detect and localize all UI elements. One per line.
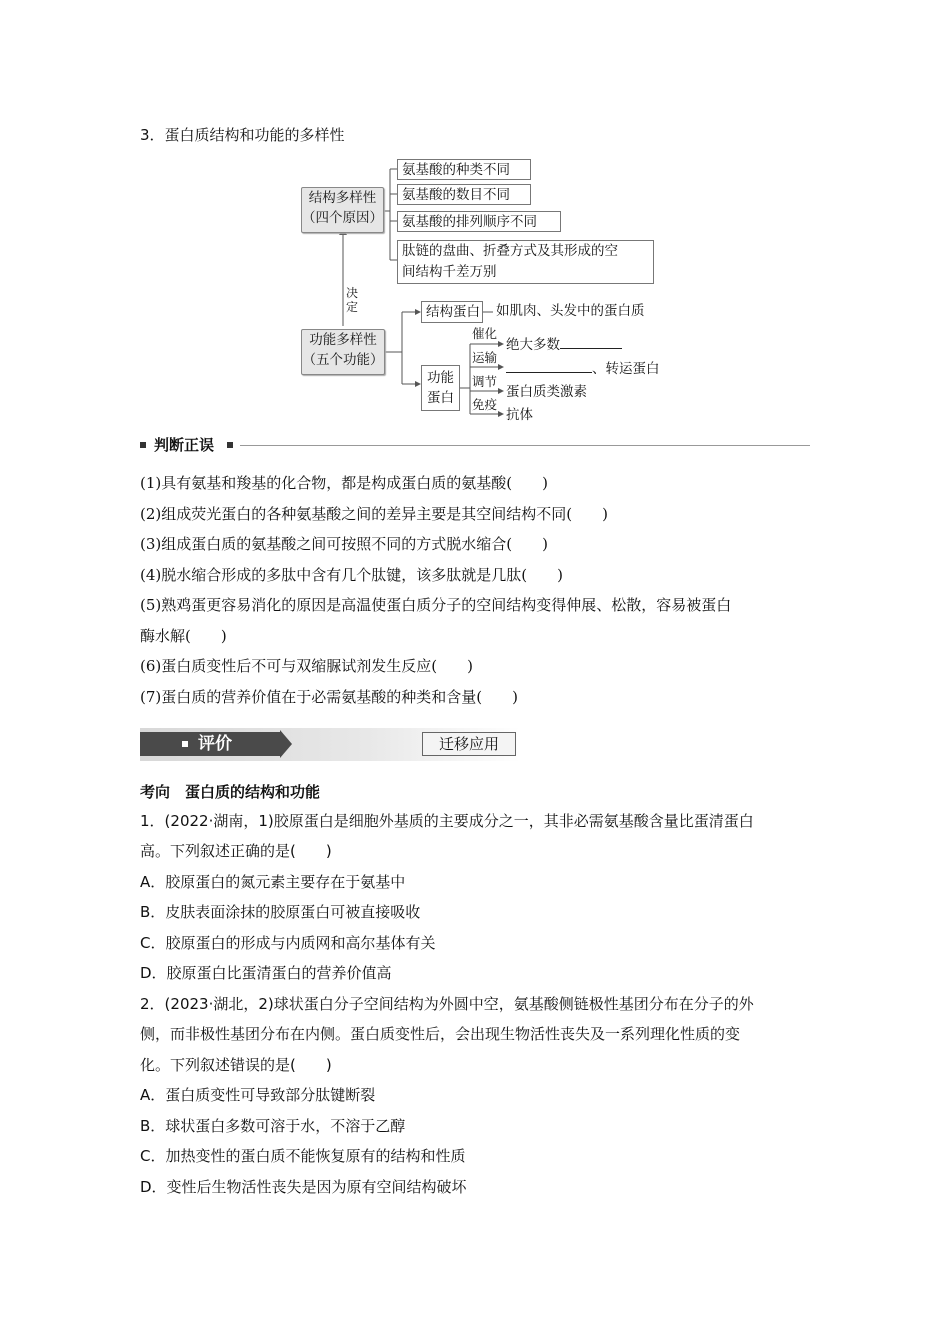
q1-option-c: C．胶原蛋白的形成与内质网和高尔基体有关	[140, 934, 436, 952]
function-text-transport-value: 、转运蛋白	[592, 361, 660, 377]
judge-item-7: (7)蛋白质的营养价值在于必需氨基酸的种类和含量( )	[140, 688, 518, 706]
decide-label: 决定	[346, 286, 359, 314]
judge-item-2: (2)组成荧光蛋白的各种氨基酸之间的差异主要是其空间结构不同( )	[140, 505, 608, 523]
structure-box-line2: （四个原因）	[302, 210, 383, 226]
square-bullet-icon	[227, 442, 233, 448]
structure-diversity-box	[301, 187, 384, 233]
function-box-line2: （五个功能）	[302, 352, 384, 368]
q1-option-b: B．皮肤表面涂抹的胶原蛋白可被直接吸收	[140, 903, 421, 921]
function-text-catalysis-value: 绝大多数	[506, 337, 560, 353]
judge-item-1: (1)具有氨基和羧基的化合物，都是构成蛋白质的氨基酸( )	[140, 474, 548, 492]
functional-protein-box	[421, 365, 460, 411]
function-text-immunity: 抗体	[506, 407, 533, 423]
function-box-line1: 功能多样性	[309, 332, 377, 348]
function-label-regulation: 调节	[472, 374, 498, 389]
structural-protein-box: 结构蛋白	[421, 301, 483, 323]
function-label-transport: 运输	[472, 350, 498, 365]
q2-stem-line3: 化。下列叙述错误的是( )	[140, 1056, 332, 1074]
function-label-catalysis: 催化	[472, 326, 498, 341]
evaluation-banner	[140, 728, 520, 761]
blank-catalysis	[560, 334, 622, 349]
function-diversity-box	[301, 329, 385, 375]
reason-2: 氨基酸的数目不同	[397, 184, 531, 205]
reason-4	[397, 240, 654, 284]
judge-item-6: (6)蛋白质变性后不可与双缩脲试剂发生反应( )	[140, 657, 473, 675]
functional-protein-line2: 蛋白	[427, 390, 454, 406]
judge-item-5-line2: 酶水解( )	[140, 627, 227, 645]
reason-3: 氨基酸的排列顺序不同	[397, 211, 561, 232]
q2-stem-line1: 2．(2023·湖北，2)球状蛋白分子空间结构为外圆中空，氨基酸侧链极性基团分布在分子的外	[140, 995, 754, 1013]
reason-1: 氨基酸的种类不同	[397, 159, 531, 180]
function-text-transport	[506, 358, 660, 379]
judge-item-4: (4)脱水缩合形成的多肽中含有几个肽键，该多肽就是几肽( )	[140, 566, 563, 584]
function-label-immunity: 免疫	[472, 397, 498, 412]
judge-header	[140, 437, 810, 455]
judge-item-3: (3)组成蛋白质的氨基酸之间可按照不同的方式脱水缩合( )	[140, 535, 548, 553]
q1-option-a: A．胶原蛋白的氮元素主要存在于氨基中	[140, 873, 406, 891]
banner-left-label: 评价	[198, 734, 232, 754]
function-text-regulation: 蛋白质类激素	[506, 384, 587, 400]
function-text-catalysis	[506, 334, 622, 355]
topic-title: 考向 蛋白质的结构和功能	[140, 783, 321, 801]
section-title: 3．蛋白质结构和功能的多样性	[140, 126, 345, 144]
q1-stem-line1: 1．(2022·湖南，1)胶原蛋白是细胞外基质的主要成分之一，其非必需氨基酸含量比蛋清蛋白	[140, 812, 754, 830]
q1-option-d: D．胶原蛋白比蛋清蛋白的营养价值高	[140, 964, 392, 982]
q2-option-d: D．变性后生物活性丧失是因为原有空间结构破坏	[140, 1178, 467, 1196]
blank-transport	[506, 358, 592, 373]
banner-right-label: 迁移应用	[422, 732, 516, 756]
q2-stem-line2: 侧，而非极性基团分布在内侧。蛋白质变性后，会出现生物活性丧失及一系列理化性质的变	[140, 1025, 741, 1043]
structural-protein-example: 如肌肉、头发中的蛋白质	[496, 303, 645, 319]
structure-box-line1: 结构多样性	[308, 190, 377, 206]
q2-option-a: A．蛋白质变性可导致部分肽键断裂	[140, 1086, 376, 1104]
functional-protein-line1: 功能	[427, 370, 454, 386]
q2-option-c: C．加热变性的蛋白质不能恢复原有的结构和性质	[140, 1147, 466, 1165]
q2-option-b: B．球状蛋白多数可溶于水，不溶于乙醇	[140, 1117, 406, 1135]
square-bullet-icon	[140, 442, 146, 448]
judge-item-5-line1: (5)熟鸡蛋更容易消化的原因是高温使蛋白质分子的空间结构变得伸展、松散，容易被蛋白	[140, 596, 732, 614]
judge-header-title: 判断正误	[154, 436, 215, 454]
banner-arrow	[280, 730, 292, 758]
banner-left-block	[140, 732, 280, 756]
q1-stem-line2: 高。下列叙述正确的是( )	[140, 842, 332, 860]
divider	[240, 445, 810, 446]
square-bullet-icon	[182, 741, 188, 747]
reason-4-line1: 肽链的盘曲、折叠方式及其形成的空	[402, 243, 618, 259]
reason-4-line2: 间结构千差万别	[402, 264, 497, 280]
